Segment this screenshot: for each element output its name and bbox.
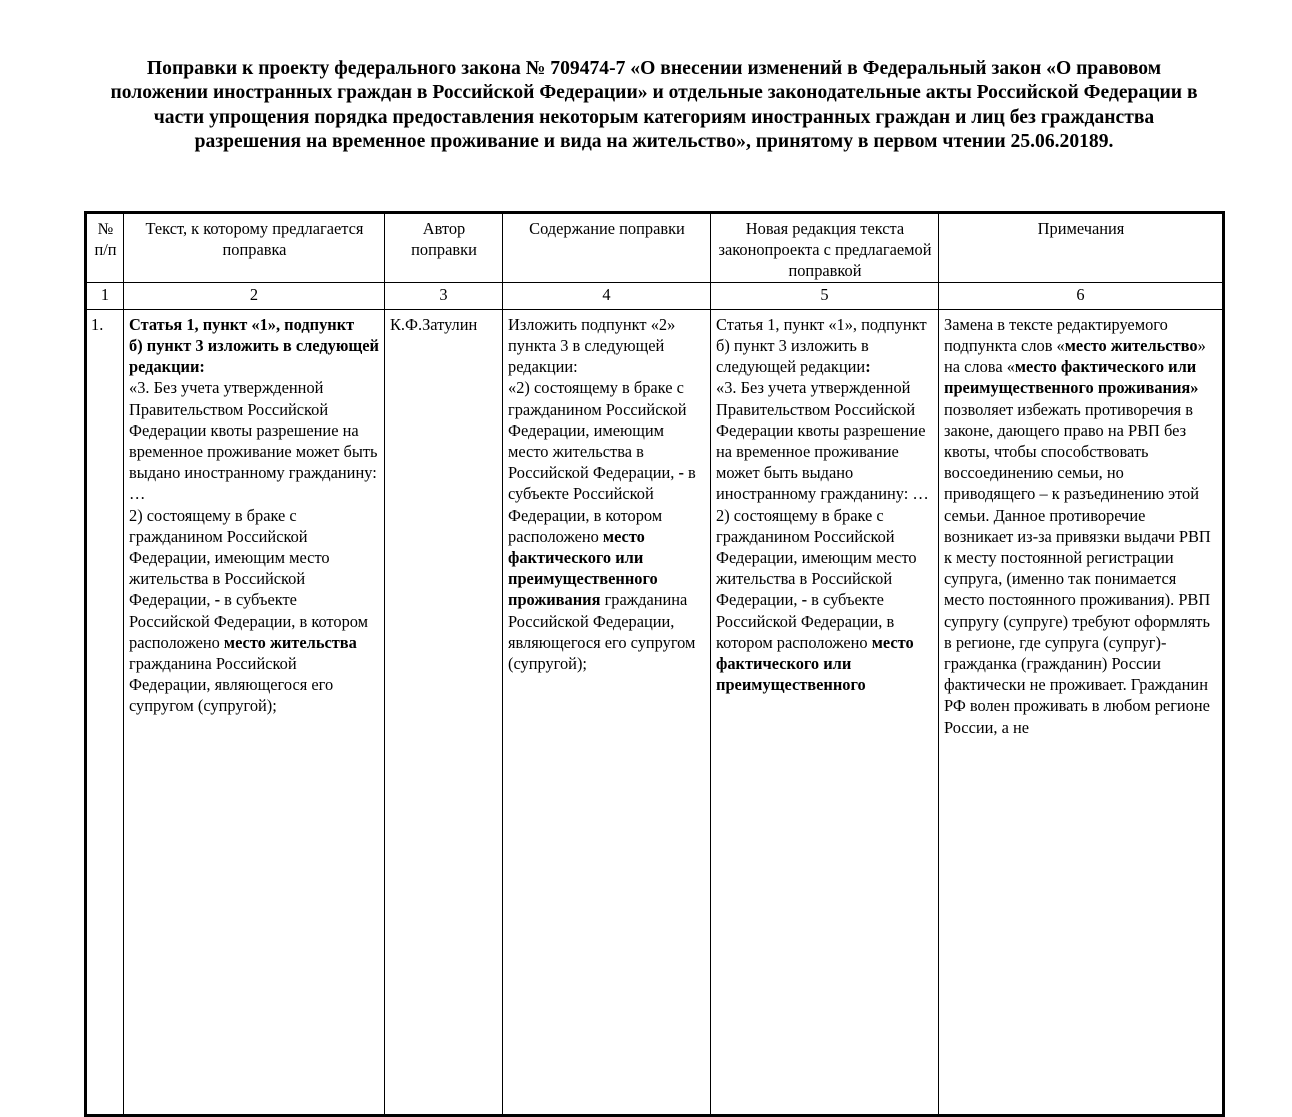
original-text-article: Статья 1, пункт «1», подпункт xyxy=(129,314,355,334)
column-number: 6 xyxy=(939,282,1224,309)
emphasis: место жительство xyxy=(1064,336,1198,356)
emphasis: место жительства xyxy=(223,632,357,652)
column-number: 2 xyxy=(124,282,385,309)
header-num: № п/п xyxy=(86,213,124,283)
table-row xyxy=(86,309,1224,1115)
header-notes: Примечания xyxy=(939,213,1224,283)
notes-paragraph xyxy=(944,314,1218,738)
text-fragment: 2) состоящему в браке с гражданином Российской Федерации, имеющим место жительства в Российской Федерации, xyxy=(716,505,917,610)
header-text: Текст, к которому предлагается поправка xyxy=(124,213,385,283)
new-edition-paragraph xyxy=(716,335,934,377)
text-fragment: позволяет избежать противоречия в законе, дающего право на РВП без квоты, чтобы способствовать воссоединению семьи, но приводящего – к разъединению этой семьи. Данное противоречие возникает из-за привязки выдачи РВП к месту постоянной регистрации супруга, (именно так понимается место постоянного проживания). РВП супругу (супруге) требуют оформлять в регионе, где супруга (супруг)- гражданка (гражданин) России фактически не проживает. Гражданин РФ волен проживать в любом регионе России, а не xyxy=(944,399,1211,737)
content-paragraph: Изложить подпункт «2» пункта 3 в следующей редакции: xyxy=(508,314,676,377)
content-cell xyxy=(503,309,711,1115)
dash: - xyxy=(678,463,684,483)
dash: - xyxy=(801,590,808,610)
text-fragment: в субъекте Российской Федерации, в котором расположено xyxy=(716,590,895,652)
original-text-paragraph: «3. Без учета утвержденной Правительством Российской Федерации квоты разрешение на временное проживание может быть выдано иностранному гражданину: … xyxy=(129,378,378,504)
new-edition-paragraph xyxy=(716,505,934,696)
text-fragment: » на слова « xyxy=(944,336,1206,377)
text-fragment: «2) состоящему в браке с гражданином Российской Федерации, имеющим место жительства в Российской Федерации, xyxy=(508,378,687,483)
original-text-subpoint: б) пункт 3 изложить в следующей редакции: xyxy=(129,336,379,377)
text-fragment: в субъекте Российской Федерации, в котором расположено xyxy=(508,463,696,546)
text-fragment: в субъекте Российской Федерации, в котором расположено xyxy=(129,590,369,652)
content-paragraph xyxy=(508,377,706,674)
row-number: 1. xyxy=(86,309,124,1115)
emphasis: место фактического или преимущественного xyxy=(716,632,914,695)
column-number: 1 xyxy=(86,282,124,309)
author-cell: К.Ф.Затулин xyxy=(385,309,503,1115)
document-title: Поправки к проекту федерального закона № 709474-7 «О внесении изменений в Федеральный закон «О правовом положении иностранных граждан в Российской Федерации» и отдельные законодательные акты Российской Федерации в части упрощения порядка предоставления некоторым категориям иностранных граждан и лиц без гражданства разрешения на временное проживание и вида на жительство», принятому в первом чтении 25.06.20189. xyxy=(110,58,1198,153)
new-edition-cell xyxy=(711,309,939,1115)
column-number: 3 xyxy=(385,282,503,309)
text-fragment: б) пункт 3 изложить в следующей редакции xyxy=(716,336,869,377)
header-new-edition: Новая редакция текста законопроекта с предлагаемой поправкой xyxy=(711,213,939,283)
new-edition-paragraph: «3. Без учета утвержденной Правительством Российской Федерации квоты разрешение на временное проживание может быть выдано иностранному гражданину: … xyxy=(716,378,929,504)
dash: - xyxy=(214,590,221,610)
text-fragment: Замена в тексте редактируемого подпункта слов « xyxy=(944,314,1168,356)
notes-cell xyxy=(939,309,1224,1115)
column-number: 4 xyxy=(503,282,711,309)
text-fragment: гражданина Российской Федерации, являющегося его супругом (супругой); xyxy=(129,654,334,716)
original-text-paragraph xyxy=(129,505,380,717)
column-number: 5 xyxy=(711,282,939,309)
new-edition-paragraph: Статья 1, пункт «1», подпункт xyxy=(716,314,927,334)
colon: : xyxy=(865,357,871,377)
emphasis: место фактического или преимущественного проживания xyxy=(508,526,658,610)
text-fragment: гражданина Российской Федерации, являющегося его супругом (супругой); xyxy=(508,590,696,674)
emphasis: место фактического или преимущественного проживания» xyxy=(944,357,1199,398)
amendments-table xyxy=(84,211,1225,1117)
column-numbers-row xyxy=(86,282,1224,309)
header-content: Содержание поправки xyxy=(503,213,711,283)
text-fragment: 2) состоящему в браке с гражданином Российской Федерации, имеющим место жительства в Российской Федерации, xyxy=(129,505,330,610)
table-header-row xyxy=(86,213,1224,283)
original-text-cell xyxy=(124,309,385,1115)
header-author: Автор поправки xyxy=(385,213,503,283)
